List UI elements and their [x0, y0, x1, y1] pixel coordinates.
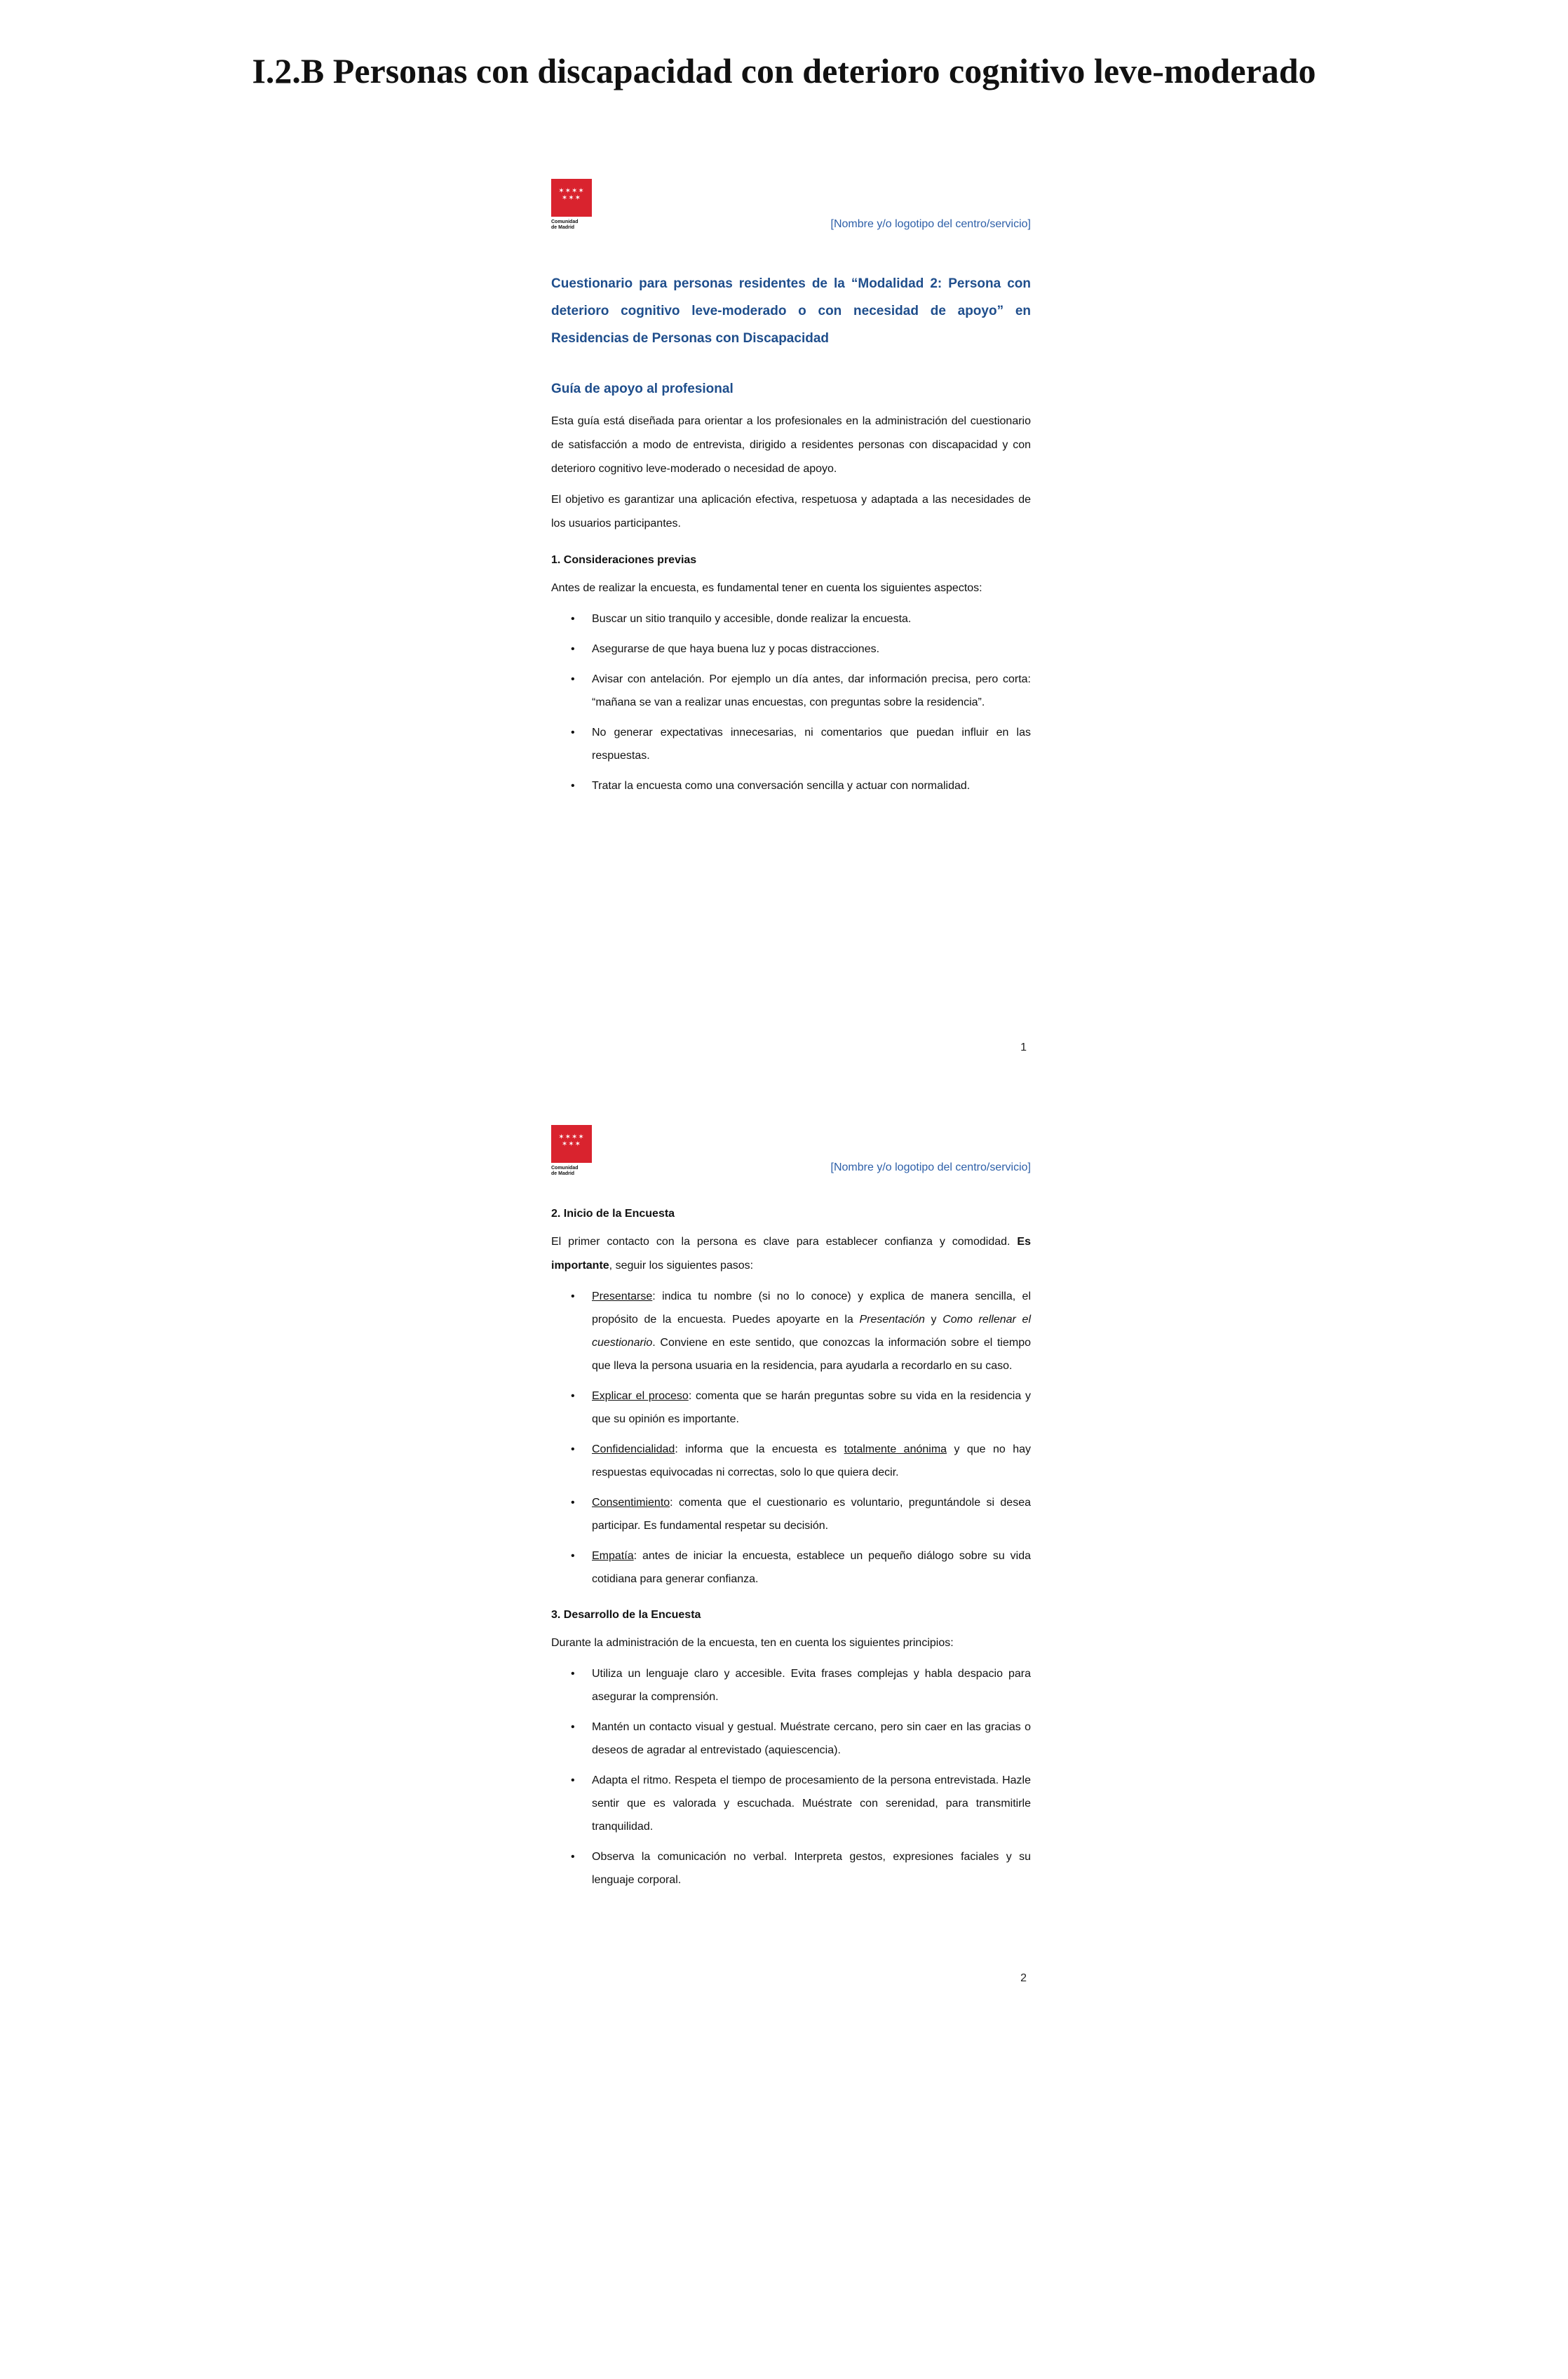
- comunidad-madrid-logo: [551, 1125, 593, 1177]
- section-1-intro: Antes de realizar la encuesta, es fundamental tener en cuenta los siguientes aspectos:: [551, 582, 982, 594]
- main-title: I.2.B Personas con discapacidad con deterioro cognitivo leve-moderado: [252, 51, 1316, 90]
- section-3-intro: Durante la administración de la encuesta, ten en cuenta los siguientes principios:: [551, 1637, 954, 1649]
- comunidad-madrid-logo: [551, 179, 593, 231]
- list-item: • Avisar con antelación. Por ejemplo un día antes, dar información precisa, pero corta: “mañana se van a realizar unas encuestas, con preguntas sobre la residencia”.: [592, 668, 1031, 714]
- logo-text-line1: Comunidad: [551, 220, 579, 224]
- list-item: • Observa la comunicación no verbal. Interpreta gestos, expresiones faciales y su lenguaje corporal.: [592, 1845, 1031, 1892]
- list-item-empatia: • Empatía: antes de iniciar la encuesta, establece un pequeño diálogo sobre su vida cotidiana para generar confianza.: [592, 1544, 1031, 1591]
- page-2-content: [551, 1208, 1031, 1899]
- intro-paragraph-1: Esta guía está diseñada para orientar a los profesionales en la administración del cuestionario de satisfacción a modo de entrevista, dirigido a residentes personas con discapacidad y con deterioro cognitivo leve-moderado o necesidad de apoyo.: [551, 415, 1031, 475]
- guide-title: Guía de apoyo al profesional: [551, 382, 734, 396]
- page-number: 1: [1020, 1042, 1027, 1053]
- list-item: • Asegurarse de que haya buena luz y pocas distracciones.: [592, 638, 1031, 661]
- list-item: • Mantén un contacto visual y gestual. Muéstrate cercano, pero sin caer en las gracias o deseos de agradar al entrevistado (aquiescencia).: [592, 1716, 1031, 1762]
- questionnaire-title: Cuestionario para personas residentes de la “Modalidad 2: Persona con deterioro cognitivo leve-moderado o con necesidad de apoyo” en Residencias de Personas con Discapacidad: [551, 276, 1031, 346]
- section-1-list: [551, 607, 1031, 797]
- list-item: • Buscar un sitio tranquilo y accesible, donde realizar la encuesta.: [592, 607, 1031, 631]
- intro-paragraph-2: El objetivo es garantizar una aplicación efectiva, respetuosa y adaptada a las necesidades de los usuarios participantes.: [551, 494, 1031, 530]
- madrid-flag-icon: ✶✶✶✶ ✶✶✶: [551, 1125, 592, 1163]
- page-number: 2: [1020, 1972, 1027, 1984]
- logo-text-line1: Comunidad: [551, 1166, 579, 1171]
- section-3-heading: 3. Desarrollo de la Encuesta: [551, 1609, 701, 1621]
- list-item-confidencialidad: • Confidencialidad: informa que la encuesta es totalmente anónima y que no hay respuestas equivocadas ni correctas, solo lo que quiera decir.: [592, 1438, 1031, 1484]
- list-item: • Utiliza un lenguaje claro y accesible. Evita frases complejas y habla despacio para asegurar la comprensión.: [592, 1662, 1031, 1709]
- center-name-placeholder: [Nombre y/o logotipo del centro/servicio]: [830, 1161, 1031, 1173]
- document-page-2: [547, 1125, 1038, 1995]
- list-item-consentimiento: • Consentimiento: comenta que el cuestionario es voluntario, preguntándole si desea participar. Es fundamental respetar su decisión.: [592, 1491, 1031, 1537]
- list-item-presentarse: • Presentarse: indica tu nombre (si no lo conoce) y explica de manera sencilla, el propósito de la encuesta. Puedes apoyarte en la Presentación y Como rellenar el cuestionario. Conviene en este sentido, que conozcas la información sobre el tiempo que lleva la persona usuaria en la residencia, para ayudarla a recordarlo en su caso.: [592, 1285, 1031, 1377]
- list-item: • Tratar la encuesta como una conversación sencilla y actuar con normalidad.: [592, 774, 1031, 797]
- list-item: • No generar expectativas innecesarias, ni comentarios que puedan influir en las respuestas.: [592, 721, 1031, 767]
- center-name-placeholder: [Nombre y/o logotipo del centro/servicio]: [830, 218, 1031, 230]
- list-item: • Adapta el ritmo. Respeta el tiempo de procesamiento de la persona entrevistada. Hazle sentir que es valorada y escuchada. Muéstrate con serenidad, para transmitirle tranquilidad.: [592, 1769, 1031, 1838]
- section-2-intro: El primer contacto con la persona es clave para establecer confianza y comodidad. Es importante, seguir los siguientes pasos:: [551, 1236, 1031, 1272]
- list-item-explicar-proceso: • Explicar el proceso: comenta que se harán preguntas sobre su vida en la residencia y que su opinión es importante.: [592, 1384, 1031, 1431]
- section-3-list: [551, 1662, 1031, 1892]
- page-1-content: [551, 270, 1031, 804]
- logo-text-line2: de Madrid: [551, 1171, 575, 1176]
- section-2-list: [551, 1285, 1031, 1591]
- logo-text-line2: de Madrid: [551, 225, 575, 230]
- madrid-flag-icon: ✶✶✶✶ ✶✶✶: [551, 179, 592, 217]
- document-page-1: [547, 179, 1038, 1063]
- section-2-heading: 2. Inicio de la Encuesta: [551, 1208, 675, 1220]
- section-1-heading: 1. Consideraciones previas: [551, 554, 697, 566]
